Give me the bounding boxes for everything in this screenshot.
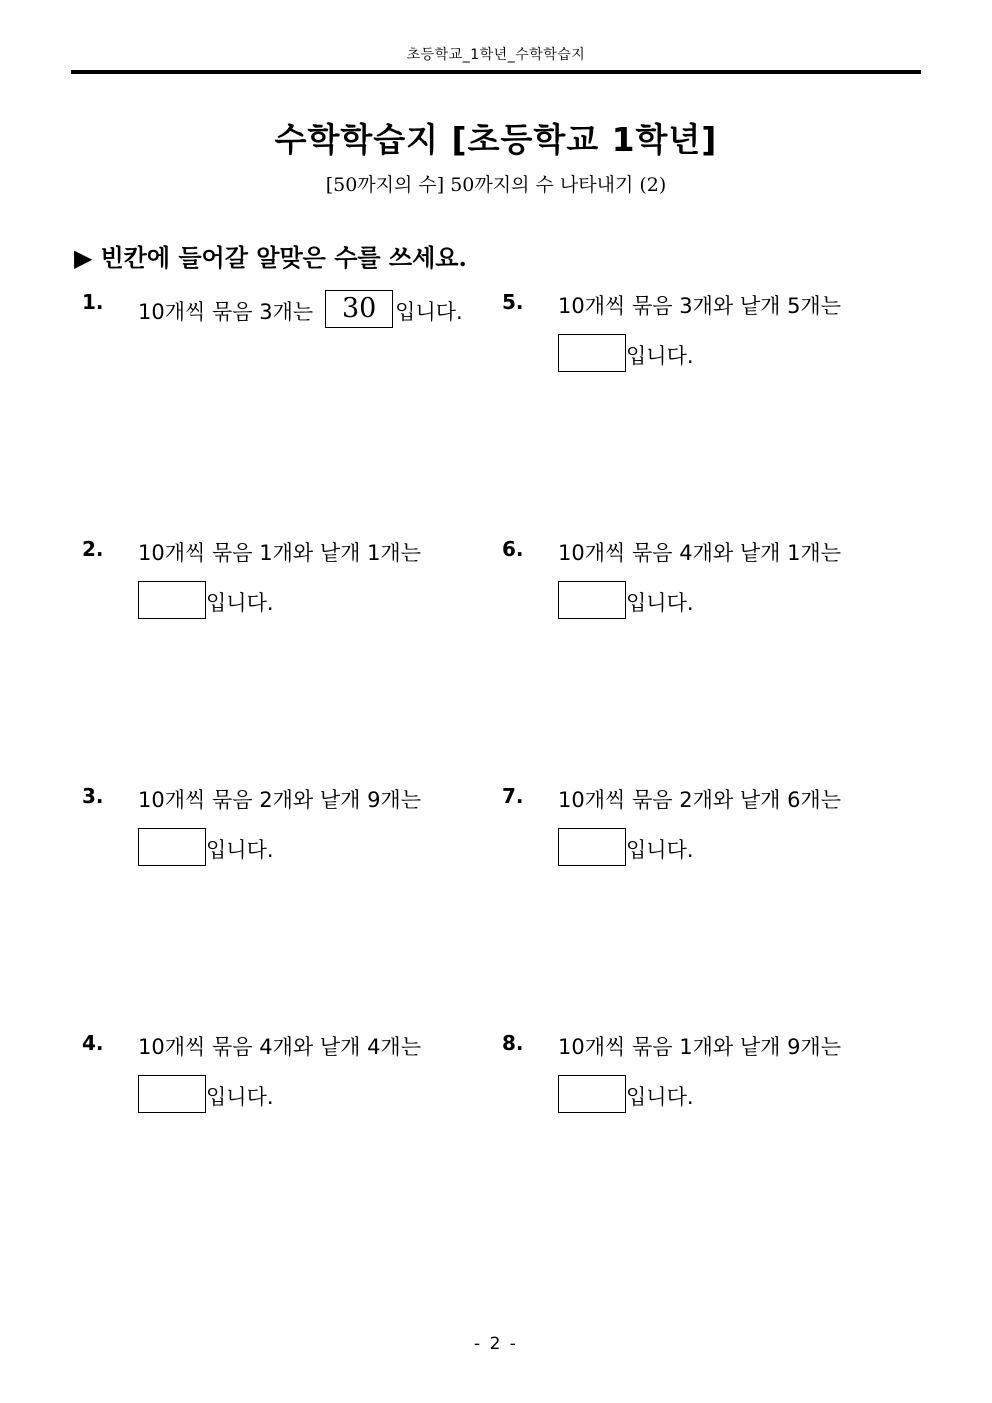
problem-text: 10개씩 묶음 3개와 낱개 5개는 [558,294,842,318]
problem-text: 10개씩 묶음 2개와 낱개 9개는 [138,788,422,812]
instruction-text: 빈칸에 들어갈 알맞은 수를 쓰세요. [100,243,467,272]
problem-number: 5. [502,290,524,314]
problem-text: 10개씩 묶음 3개는 [138,300,314,324]
problem-answer-line [558,1075,694,1113]
problem-text: 10개씩 묶음 1개와 낱개 9개는 [558,1035,842,1059]
problem-suffix: 입니다. [626,1085,694,1109]
problem-number: 2. [82,537,104,561]
problem-text: 10개씩 묶음 1개와 낱개 1개는 [138,541,422,565]
page-number: - 2 - [474,1334,518,1354]
problem-suffix: 입니다. [206,838,274,862]
problem-number: 7. [502,784,524,808]
problem-text: 10개씩 묶음 4개와 낱개 1개는 [558,541,842,565]
problem-suffix: 입니다. [206,1085,274,1109]
problem-suffix: 입니다. [206,591,274,615]
problem-answer-line [138,828,274,866]
problem-number: 3. [82,784,104,808]
problem-number: 1. [82,290,104,314]
problem-suffix: 입니다. [626,344,694,368]
problem-answer-line [138,1075,274,1113]
problem-text: 10개씩 묶음 4개와 낱개 4개는 [138,1035,422,1059]
problem-answer-line [558,581,694,619]
answer-box[interactable] [558,1075,626,1113]
problem-suffix: 입니다. [626,591,694,615]
instruction [74,238,467,273]
problem-line [138,290,463,328]
answer-box[interactable] [138,1075,206,1113]
answer-box[interactable] [558,334,626,372]
problem-answer-line [558,334,694,372]
problem-answer-line [558,828,694,866]
running-header: 초등학교_1학년_수학학습지 [406,47,586,63]
answer-box[interactable] [138,581,206,619]
answer-box[interactable] [138,828,206,866]
answer-box[interactable] [558,581,626,619]
problem-number: 8. [502,1031,524,1055]
answer-box[interactable] [558,828,626,866]
problem-text: 10개씩 묶음 2개와 낱개 6개는 [558,788,842,812]
problem-answer-line [138,581,274,619]
page-subtitle: [50까지의 수] 50까지의 수 나타내기 (2) [325,174,667,196]
problem-number: 6. [502,537,524,561]
play-triangle-icon: ▶ [74,244,93,272]
answer-box[interactable]: 30 [325,290,393,328]
problem-suffix: 입니다. [626,838,694,862]
header-divider [71,70,921,74]
problem-suffix: 입니다. [395,300,463,324]
page-title: 수학학습지 [초등학교 1학년] [274,120,718,159]
problem-number: 4. [82,1031,104,1055]
